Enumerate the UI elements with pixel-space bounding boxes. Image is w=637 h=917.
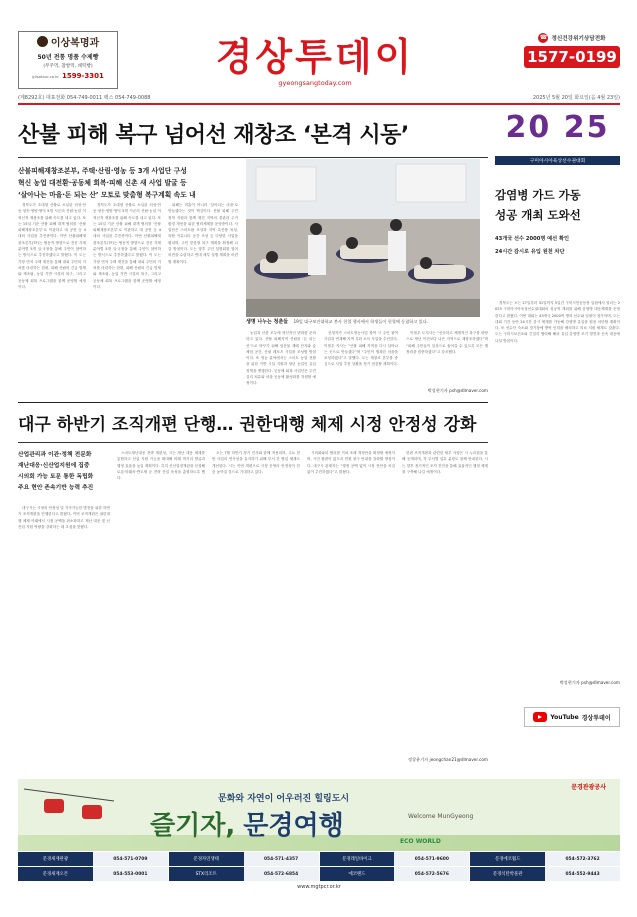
issue-date: 2025년 5월 20일 화요일(음 4월 23일) <box>532 95 620 101</box>
bakery-site: gilsatour.co.kr <box>32 73 59 79</box>
article1-rule <box>18 157 488 158</box>
contact-cell: 에코랜드 054-572-5676 <box>320 867 470 881</box>
bakery-line1: 50년 전통 명품 수제빵 <box>37 54 99 61</box>
contact-cell: 문경석탄박물관 054-552-9443 <box>470 867 620 881</box>
photo-label: 생명 나누는 청춘들 <box>246 319 289 325</box>
cable-car-illustration <box>24 779 114 835</box>
youtube-banner[interactable] <box>524 707 620 727</box>
article2-body-col2: 스마트재난대응 전략 재편성, 시는 재난 대응 체계를 통합하고 산업 지원 기능을 확대해 미래 먹거리 발굴과 행정 효율을 높일 계획이다. 특히 신산업정책관을 신설해 로봇·미래차·반도체 등 전략 산업 육성을 총괄하도록 했다. <box>117 451 205 481</box>
ad-site: www.mgtpcr.or.kr <box>297 884 341 890</box>
youtube-channel: 경상투데이 <box>581 714 611 722</box>
right-column-body: 경북도는 오는 27일부터 31일까지 5일간 구미시민운동장 일원에서 열리는 2025 구미아시아육상선수권대회의 성공적 개최를 위해 감염병 대응체계를 운영한다고 밝혔다. 이번 대회는 43개국 2000여 명의 선수와 임원이 참가하며, 도는 대회 기간 동안 24시간 감시 체계를 가동해 감염병 유입을 원천 차단할 계획이다. 또 선수단 숙소와 경기장에 방역 인력을 배치하고 의료 지원 체계도 갖춘다. 도는 구미시보건소와 긴밀히 협력해 해외 유입 감염병 조기 발견과 신속 대응에 나설 방침이다. <box>495 301 620 343</box>
hotline-label: 정신건강위기상담전화 <box>551 36 606 42</box>
event-logo-text: 20 25 <box>505 110 610 145</box>
article1-photo <box>246 159 480 317</box>
phone-icon: ☎ <box>539 34 548 41</box>
ad-badge: ECO WORLD <box>400 838 441 845</box>
article1-body-col2: 경북도가 초대형 산불로 소실된 의성·안동·청송·영양·영덕 5개 시군의 산림·농업 이 혁신적 재창조를 위해 속도를 내고 있다. 또는 15일 기준 산불 피해 대책 협의를 ‘산불피해재창조본부’로 이관하고 대 공헌 등 4대의 사업을 추진중이다. 이번 산불피해재창조본부(TF)는 협동적 방향으로 전문 각계 분야별 5개 실·국장을 통해 주민이 참여하는 방식으로 추진하겠다고 밝혔다. 이 도는 가장 먼저 주택 재건을 통해 대피 주민의 거처를 마련하는 한편, 피해 산림의 긴급 벌채와 재조림, 농업 기반 시설의 복구, 그리고 공동체 회복 프로그램을 함께 운영할 예정이다. <box>93 203 161 289</box>
contact-cell: 문경자연생태 054-571-4357 <box>169 852 319 866</box>
ad-left-bakery <box>18 31 118 89</box>
issue-info: (제8292호) 대표전화 054-749-0011 팩스 054-749-0088 <box>18 95 151 101</box>
article2-subheads: 산업관리과 이관·정책 전문화 재난대응·신산업지원에 집중 시의회 가능 토문 통한 독립화 주요 현안 존속기반 능력 추진 <box>18 452 94 491</box>
article2-body-col1: 대구시는 시정의 안정성 및 지속가능한 발전을 위한 하반기 조직개편을 단행한다고 밝혔다. 이번 조직개편은 권한대행 체제 아래에서 시정 공백을 최소화하고 재난 대응 및 신산업 지원 역량을 강화하는 데 초점을 맞췄다. <box>18 506 110 529</box>
bakery-logo-icon <box>37 36 48 47</box>
ad-slogan <box>150 805 344 842</box>
article1-body-col1: 경북도가 초대형 산불로 소실된 의성·안동·청송·영양·영덕 5개 시군의 산림·농업 이 혁신적 재창조를 위해 속도를 내고 있다. 또는 15일 기준 산불 피해 대책 협의를 ‘산불피해재창조본부’로 이관하고 대 공헌 등 4대의 사업을 추진중이다. 이번 산불피해재창조본부(TF)는 협동적 방향으로 전문 각계 분야별 5개 실·국장을 통해 주민이 참여하는 방식으로 추진하겠다고 밝혔다. 이 도는 가장 먼저 주택 재건을 통해 대피 주민의 거처를 마련하는 한편, 피해 산림의 긴급 벌채와 재조림, 농업 기반 시설의 복구, 그리고 공동체 회복 프로그램을 함께 운영할 예정이다. <box>18 203 86 289</box>
contact-cell: 문경레일바이크 054-571-9600 <box>320 852 470 866</box>
ad-org: 문경관광공사 <box>571 784 606 791</box>
youtube-icon <box>533 712 547 722</box>
newspaper-url: gyeongsangtoday.com <box>278 79 352 87</box>
photo-caption <box>246 319 480 325</box>
right-sub-1: 43개국 선수 2000명 예선 확인 <box>495 236 569 242</box>
contact-cell: 문경새재관광 054-571-0709 <box>18 852 168 866</box>
right-headline-1: 감염병 가드 가동 <box>495 188 581 202</box>
contact-cell: 문경에코월드 054-572-3762 <box>470 852 620 866</box>
blood-donation-illustration <box>246 159 480 317</box>
right-column <box>495 110 620 255</box>
article1-headline: 산불 피해 복구 넘어선 재창조 ‘본격 시동’ <box>18 123 409 148</box>
article2-rule <box>18 442 488 443</box>
right-column-byline: 박성현기자 psh@dlmaver.com <box>559 680 620 685</box>
youtube-label: YouTube <box>550 713 579 721</box>
masthead <box>150 26 480 87</box>
event-band: 구미아시아육상선수권대회 <box>495 156 620 165</box>
article2-headline: 대구 하반기 조직개편 단행… 권한대행 체제 시정 안정성 강화 <box>18 415 477 435</box>
article1-body-col5: 신청자가 스마트영농사업 참여 시 주민 참여 사업과 연계해 지역 특화 소득 사업을 추진한다. 이철우 지사는 “산불 피해 지역을 다시 살아나는 곳으로 만들겠다”며 “주민이 행복한 마을을 조성하겠다”고 말했다. 도는 재창조 본부를 중심으로 사업 추진 상황을 정기 점검할 계획이다. <box>324 331 398 367</box>
article1-body-col6: 이철우 도지사는 “신속하고 체계적인 복구를 바탕으로 재난 이전보다 나은 지역으로 재창조하겠다”며 “피해 주민들이 일상으로 돌아갈 수 있도록 모든 행정력을 집중하겠다”고 강조했다. <box>406 331 488 354</box>
bakery-line2: (무주먹, 찹쌀떡, 쇄떡빵) <box>43 64 93 69</box>
ad-big1: 즐기자, <box>150 811 236 841</box>
right-sub-2: 24시간 감시로 유입 원천 차단 <box>495 249 565 255</box>
article2-body-col4: 시의회와의 협의를 거쳐 조례 개정안을 확정할 예정이며, 시민 불편이 없도록 민원 창구 안내를 강화할 방침이다. 대구시 관계자는 “행정 공백 없이 시정 현안을 차질 없이 추진하겠다”고 밝혔다. <box>307 451 395 474</box>
ad-contacts <box>18 852 620 881</box>
dateline <box>18 94 620 101</box>
article2-body-col3: 오는 7월 하반기 정기 인사와 함께 적용되며, 주요 현안 사업의 연속성을 유지하기 위해 부서 간 협업 체계도 개선된다. 시는 이번 개편으로 시정 운영의 안정성이 한층 높아질 것으로 기대하고 있다. <box>212 451 300 474</box>
contact-cell: 문경새재오픈 054-553-0001 <box>18 867 168 881</box>
article1-body-col3: 피해는 미흡이 아니라 ‘살아나는 마을’로 만들겠다는 것이 핵심이다. 산불 피해 주민 정착 지원과 함께 재건 지역의 경관과 주거 환경 개선을 위한 협력체계를 운영중이다. 사업단은 스마트팜 조성과 지역 특산품 육성, 복합 커뮤니티 공간 조성 등 다양한 사업을 펼치며, 주민 맞춤형 복구 계획을 확정해 나갈 방침이다. 도는 향후 주민 설명회를 열어 의견을 수렴하고 연내 세부 실행 계획을 마련할 계획이다. <box>168 203 238 264</box>
contact-cell: STX리조트 054-572-6854 <box>169 867 319 881</box>
ad-right-hotline <box>524 33 620 77</box>
article1-byline: 박성현기자 psh@dlmaver.com <box>427 388 488 393</box>
event-logo <box>495 110 620 154</box>
right-headline-2: 성공 개최 도와선 <box>495 208 581 222</box>
bakery-phone: 1599-3301 <box>61 72 104 80</box>
photo-caption-text: 19일 대구보건대학교 봉사 헌혈 행사에서 학생들이 헌혈에 동참하고 있다. <box>293 319 429 324</box>
article1-subheads: 산불피해재창조본부, 주택·산림·영농 등 3개 사업단 구성 혁신 농업 대전환·공동체 회복·피해 신촌 새 사업 발굴 등 ‘살아나는 마을·돈 되는 산’ 모토로 맞춤형 복구계획 속도 내 <box>18 167 196 199</box>
masthead-rule <box>18 103 620 105</box>
article2-body-col5: 한편 조직개편과 관련한 세부 사항은 시 누리집을 통해 공개되며, 각 부서별 업무 분장도 함께 안내된다. 시는 향후 정기적인 조직 진단을 통해 효율적인 행정 체계를 구축해 나갈 예정이다. <box>402 451 488 474</box>
bakery-brand: 이상복명과 <box>50 38 100 49</box>
ad-big2: 문경여행 <box>243 811 344 841</box>
ad-welcome: Welcome MunGyeong <box>408 813 474 820</box>
section-divider <box>18 402 488 403</box>
hotline-phone: 1577-0199 <box>524 46 620 68</box>
newspaper-title: 경상투데이 <box>215 35 415 79</box>
ad-tagline: 문화와 자연이 어우러진 힐링도시 <box>218 794 350 804</box>
article1-body-col4: 농업과 산촌 모두에 혁신적인 변화를 준비하고 있다. 산불 피해지역 산림을 ‘돈 되는 산’으로 바꾸기 위해 임산물 재배 단지와 숲 체험 공간, 산림 레포츠 시설을 조성할 방침이다. 또 영농 분야에서는 스마트 농업 전환을 위한 기반 시설 지원과 청년 농업인 유입 정책을 병행한다. 공동체 회복 사업단은 주민 심리 치유와 마을 공동체 활성화를 지원할 예정이다. <box>246 331 316 386</box>
article2-byline: 정창윤기자 jeongchan21@dlmaver.com <box>408 757 488 762</box>
